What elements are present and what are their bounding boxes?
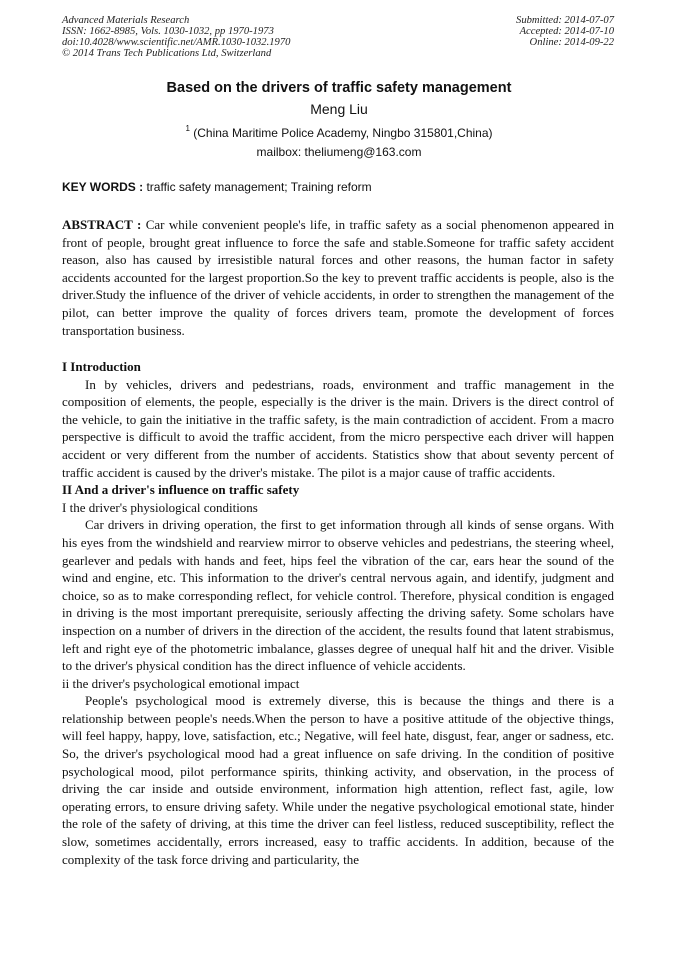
accepted-date: Accepted: 2014-07-10 xyxy=(519,26,614,37)
doi-line: doi:10.4028/www.scientific.net/AMR.1030-1032.1970 xyxy=(62,37,291,48)
main-text xyxy=(62,358,614,868)
paper-title: Based on the drivers of traffic safety management xyxy=(166,80,512,96)
subsection1-heading: I the driver's physiological conditions xyxy=(62,499,258,515)
journal-header-right xyxy=(516,15,614,48)
mailbox: mailbox: theliumeng@163.com xyxy=(256,145,422,159)
abstract-label: ABSTRACT : xyxy=(62,217,142,232)
journal-name: Advanced Materials Research xyxy=(62,15,190,26)
journal-header-left xyxy=(62,15,290,59)
affiliation-text: (China Maritime Police Academy, Ningbo 315801,China) xyxy=(189,126,493,140)
subsection2-paragraph: People's psychological mood is extremely diverse, this is because the things and there is a relationship between people's needs.When the person to have a positive attitude of the objective things, will feel happy, happy, love, satisfaction, etc.; Negative, will feel hate, disgust, fear, anger or sadness, etc. So, the driver's psychological mood had a great influence on safe driving. In the condition of positive psychological mood, pilot performance spirits, thinking activity, and observation, in the process of driving the car inside and outside environment, information high attention, reflect fast, agile, low operating errors, to ensure driving safety. While under the negative psychological emotional state, hinder the role of the safety of driving, at this time the driver can feel listless, reduced susceptibility, reflect the slow, sometimes accidentally, errors increased, easy to traffic accidents. In addition, because of the complexity of the task force driving and particularity, the xyxy=(62,693,614,867)
keywords xyxy=(62,180,372,194)
subsection1-paragraph: Car drivers in driving operation, the first to get information through all kinds of sense organs. With his eyes from the windshield and rearview mirror to observe vehicles and pedestrians, the steering wheel, gearlever and pedals with hands and feet, hips feel the vibration of the car, ears hear the sound of the wind and engine, etc. This information to the driver's central nervous again, and identify, judgment and choice, so as to make corresponding reflect, for vehicle control. Therefore, physical condition is engaged in driving is the most important prerequisite, seriously affecting the driving safety. Some scholars have inspection on a number of drivers in the direction of the accident, the results found that latent strabismus, left and right eye of the photometric imbalance, glasses degree of unequal half hit and the driver. Visible to the driver's physical condition has the direct influence of vehicle accidents. xyxy=(62,517,614,674)
keywords-text: traffic safety management; Training reform xyxy=(143,180,372,194)
affiliation-mark: 1 xyxy=(185,124,190,133)
intro-heading: I Introduction xyxy=(62,359,141,374)
online-date: Online: 2014-09-22 xyxy=(529,37,614,48)
issn-line: ISSN: 1662-8985, Vols. 1030-1032, pp 1970-1973 xyxy=(62,26,274,37)
abstract xyxy=(62,216,614,339)
subsection2-heading: ii the driver's psychological emotional impact xyxy=(62,675,300,691)
author-name: Meng Liu xyxy=(310,101,368,117)
abstract-text: Car while convenient people's life, in traffic safety as a social phenomenon appeared in front of people, brought great influence to force the safe and stable.Someone for traffic safety accident reason, also has caused by irresistible natural forces and other reasons, the human factor in safety accidents accounted for the largest proportion.So the key to prevent traffic accidents is people, also is the driver.Study the influence of the driver of vehicle accidents, in order to strengthen the management of the pilot, can better improve the quality of forces drivers team, promote the development of forces transportation business. xyxy=(62,217,615,338)
intro-paragraph: In by vehicles, drivers and pedestrians, roads, environment and traffic management in the composition of elements, the people, especially is the driver is the main. Drivers is the direct control of the vehicle, to gain the initiative in the traffic safety, is the main contradiction of accident. From a macro perspective is difficult to avoid the traffic accident, from the micro perspective each driver will happen accident or very different from the number of accidents. Statistics show that about seventy percent of traffic accident is caused by the driver's mistake. The pilot is a major cause of traffic accidents. xyxy=(62,376,614,480)
affiliation xyxy=(0,126,678,140)
keywords-label: KEY WORDS : xyxy=(62,180,144,194)
copyright-line: © 2014 Trans Tech Publications Ltd, Switzerland xyxy=(62,48,272,59)
submitted-date: Submitted: 2014-07-07 xyxy=(516,15,614,26)
section2-heading: II And a driver's influence on traffic safety xyxy=(62,482,300,498)
